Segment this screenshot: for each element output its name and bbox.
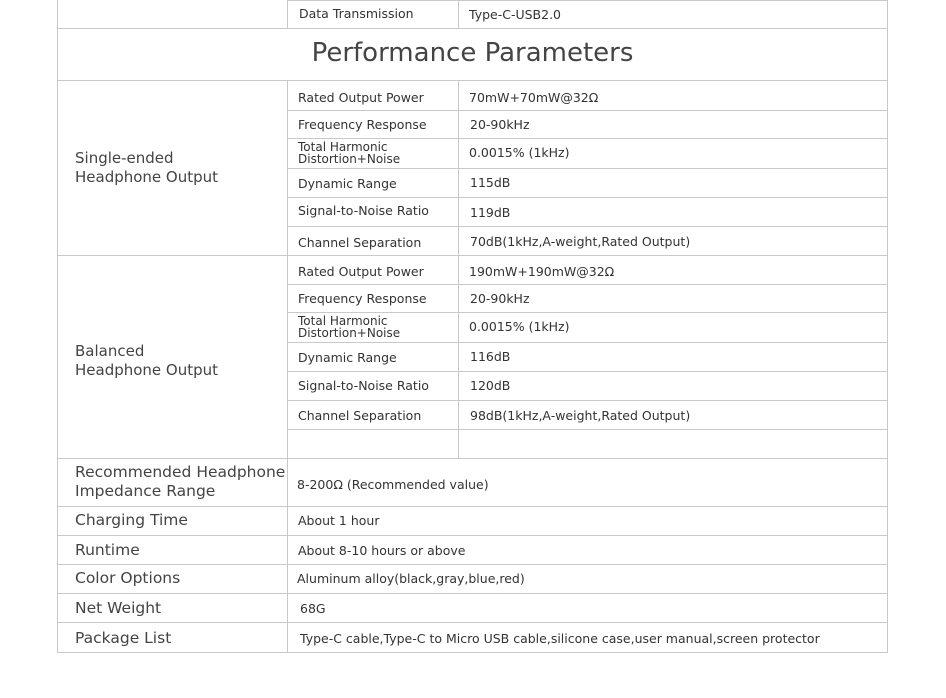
se-channel-separation-value: 70dB(1kHz,A-weight,Rated Output): [470, 234, 691, 249]
row-divider: [287, 400, 887, 401]
bal-dynamic-range-label: Dynamic Range: [298, 350, 397, 365]
row-divider: [287, 342, 887, 343]
single-ended-group-label: Single-ended Headphone Output: [75, 149, 219, 186]
runtime-label: Runtime: [75, 541, 140, 559]
bal-frequency-response-value: 20-90kHz: [470, 291, 530, 306]
bal-rated-output-power-label: Rated Output Power: [298, 264, 424, 279]
color-options-value: Aluminum alloy(black,gray,blue,red): [297, 571, 525, 586]
bal-thd-value: 0.0015% (1kHz): [469, 319, 570, 334]
bal-rated-output-power-value: 190mW+190mW@32Ω: [469, 264, 615, 279]
bal-thd-label: Total Harmonic Distortion+Noise: [298, 314, 401, 340]
row-divider: [58, 255, 887, 256]
row-divider: [287, 0, 887, 1]
data-transmission-label: Data Transmission: [299, 6, 414, 21]
se-frequency-response-label: Frequency Response: [298, 117, 427, 132]
se-dynamic-range-value: 115dB: [470, 175, 511, 190]
row-divider: [287, 312, 887, 313]
impedance-range-label: Recommended Headphone Impedance Range: [75, 463, 286, 500]
se-rated-output-power-label: Rated Output Power: [298, 90, 424, 105]
package-list-label: Package List: [75, 629, 172, 647]
column-divider: [458, 0, 459, 28]
bal-dynamic-range-value: 116dB: [470, 349, 511, 364]
row-divider: [58, 652, 887, 653]
color-options-label: Color Options: [75, 569, 181, 587]
package-list-value: Type-C cable,Type-C to Micro USB cable,silicone case,user manual,screen protector: [300, 631, 820, 646]
section-title: Performance Parameters: [311, 38, 634, 68]
row-divider: [58, 593, 887, 594]
row-divider: [287, 110, 887, 111]
runtime-value: About 8-10 hours or above: [298, 543, 466, 558]
row-divider: [58, 80, 887, 81]
row-divider: [58, 506, 887, 507]
row-divider: [58, 622, 887, 623]
balanced-group-label: Balanced Headphone Output: [75, 342, 219, 379]
se-thd-value: 0.0015% (1kHz): [469, 145, 570, 160]
row-divider: [287, 429, 887, 430]
se-thd-label: Total Harmonic Distortion+Noise: [298, 140, 401, 166]
row-divider: [58, 535, 887, 536]
row-divider: [58, 458, 887, 459]
net-weight-label: Net Weight: [75, 599, 162, 617]
data-transmission-value: Type-C-USB2.0: [469, 7, 561, 22]
bal-channel-separation-label: Channel Separation: [298, 408, 422, 423]
se-dynamic-range-label: Dynamic Range: [298, 176, 397, 191]
bal-snr-label: Signal-to-Noise Ratio: [298, 378, 429, 393]
row-divider: [287, 284, 887, 285]
impedance-range-value: 8-200Ω (Recommended value): [297, 477, 489, 492]
se-channel-separation-label: Channel Separation: [298, 235, 422, 250]
column-divider: [458, 80, 459, 458]
charging-time-value: About 1 hour: [298, 513, 380, 528]
bal-snr-value: 120dB: [470, 378, 511, 393]
row-divider: [58, 28, 887, 29]
column-divider: [287, 0, 288, 28]
se-snr-label: Signal-to-Noise Ratio: [298, 203, 429, 218]
bal-frequency-response-label: Frequency Response: [298, 291, 427, 306]
se-snr-value: 119dB: [470, 205, 511, 220]
row-divider: [287, 226, 887, 227]
row-divider: [287, 371, 887, 372]
spec-table: [57, 0, 888, 653]
row-divider: [287, 168, 887, 169]
column-divider: [287, 80, 288, 652]
se-frequency-response-value: 20-90kHz: [470, 117, 530, 132]
row-divider: [58, 564, 887, 565]
row-divider: [287, 138, 887, 139]
net-weight-value: 68G: [300, 601, 326, 616]
bal-channel-separation-value: 98dB(1kHz,A-weight,Rated Output): [470, 408, 691, 423]
charging-time-label: Charging Time: [75, 511, 188, 529]
se-rated-output-power-value: 70mW+70mW@32Ω: [469, 90, 599, 105]
row-divider: [287, 197, 887, 198]
